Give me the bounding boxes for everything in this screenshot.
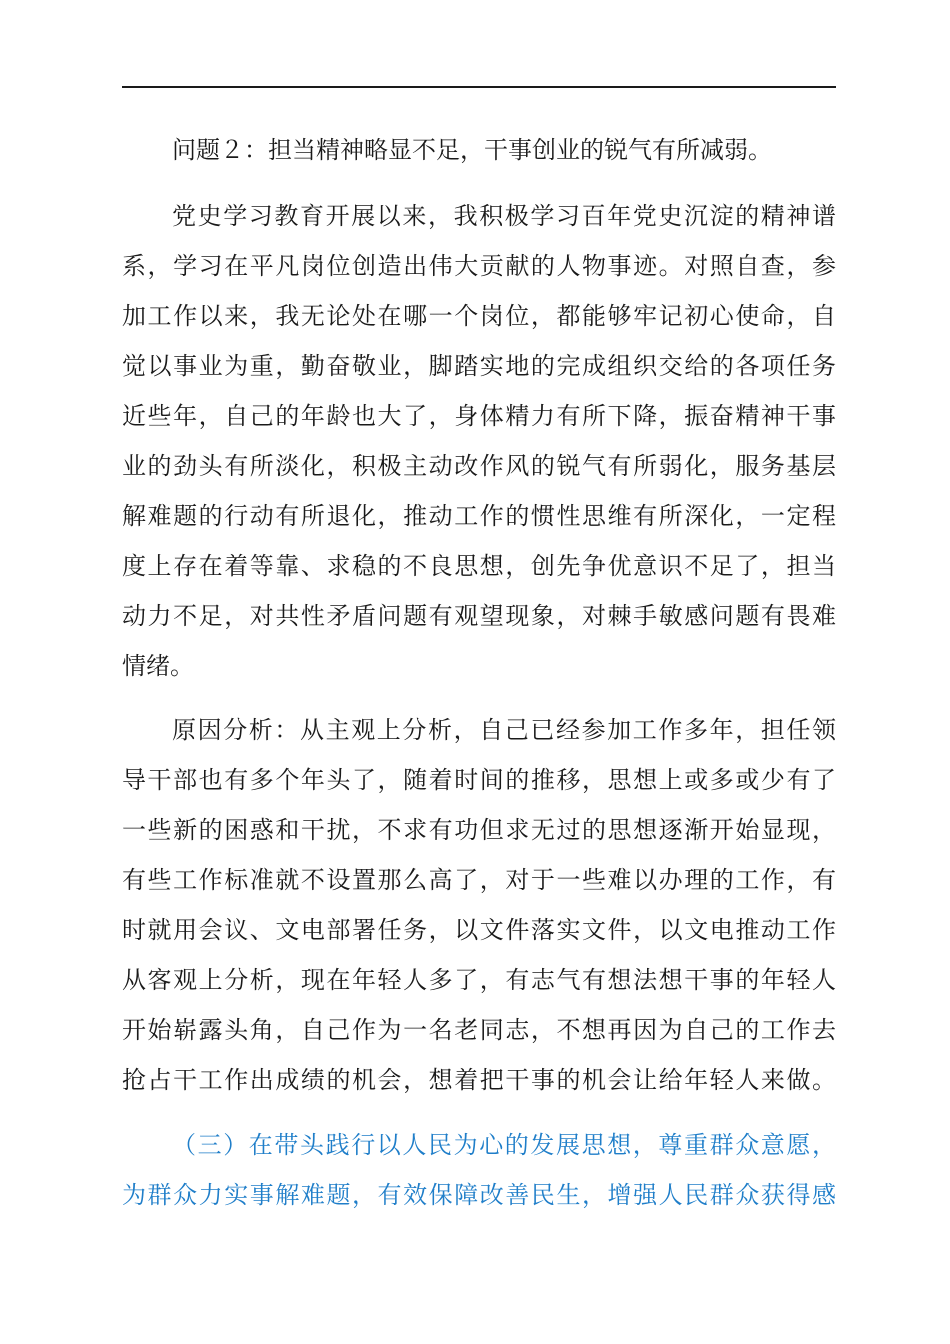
paragraph1-line: 情绪。 [122,652,194,680]
paragraph2-line: 时就用会议、文电部署任务，以文件落实文件，以文电推动工作 [122,916,836,944]
paragraph2-line: 一些新的困惑和干扰，不求有功但求无过的思想逐渐开始显现， [122,816,836,844]
paragraph1-line: 党史学习教育开展以来，我积极学习百年党史沉淀的精神谱 [172,202,836,230]
problem-title: 问题２：担当精神略显不足，干事创业的锐气有所减弱。 [172,136,772,164]
paragraph2-line: 原因分析：从主观上分析，自己已经参加工作多年，担任领 [172,716,836,744]
paragraph1-line: 加工作以来，我无论处在哪一个岗位，都能够牢记初心使命，自 [122,302,836,330]
paragraph2-line: 导干部也有多个年头了，随着时间的推移，思想上或多或少有了 [122,766,836,794]
paragraph1-line: 解难题的行动有所退化，推动工作的惯性思维有所深化，一定程 [122,502,836,530]
paragraph1-line: 度上存在着等靠、求稳的不良思想，创先争优意识不足了，担当 [122,552,836,580]
paragraph1-line: 近些年，自己的年龄也大了，身体精力有所下降，振奋精神干事 [122,402,836,430]
paragraph2-line: 抢占干工作出成绩的机会，想着把干事的机会让给年轻人来做。 [122,1066,836,1094]
section-heading-line: 为群众力实事解难题，有效保障改善民生，增强人民群众获得感 [122,1181,836,1209]
header-rule [122,86,836,88]
paragraph1-line: 觉以事业为重，勤奋敬业，脚踏实地的完成组织交给的各项任务 [122,352,836,380]
paragraph1-line: 动力不足，对共性矛盾问题有观望现象，对棘手敏感问题有畏难 [122,602,836,630]
paragraph2-line: 有些工作标准就不设置那么高了，对于一些难以办理的工作，有 [122,866,836,894]
paragraph1-line: 业的劲头有所淡化，积极主动改作风的锐气有所弱化，服务基层 [122,452,836,480]
paragraph1-line: 系，学习在平凡岗位创造出伟大贡献的人物事迹。对照自查，参 [122,252,836,280]
section-heading-line: （三）在带头践行以人民为心的发展思想，尊重群众意愿， [172,1131,836,1159]
paragraph2-line: 开始崭露头角，自己作为一名老同志，不想再因为自己的工作去 [122,1016,836,1044]
paragraph2-line: 从客观上分析，现在年轻人多了，有志气有想法想干事的年轻人 [122,966,836,994]
